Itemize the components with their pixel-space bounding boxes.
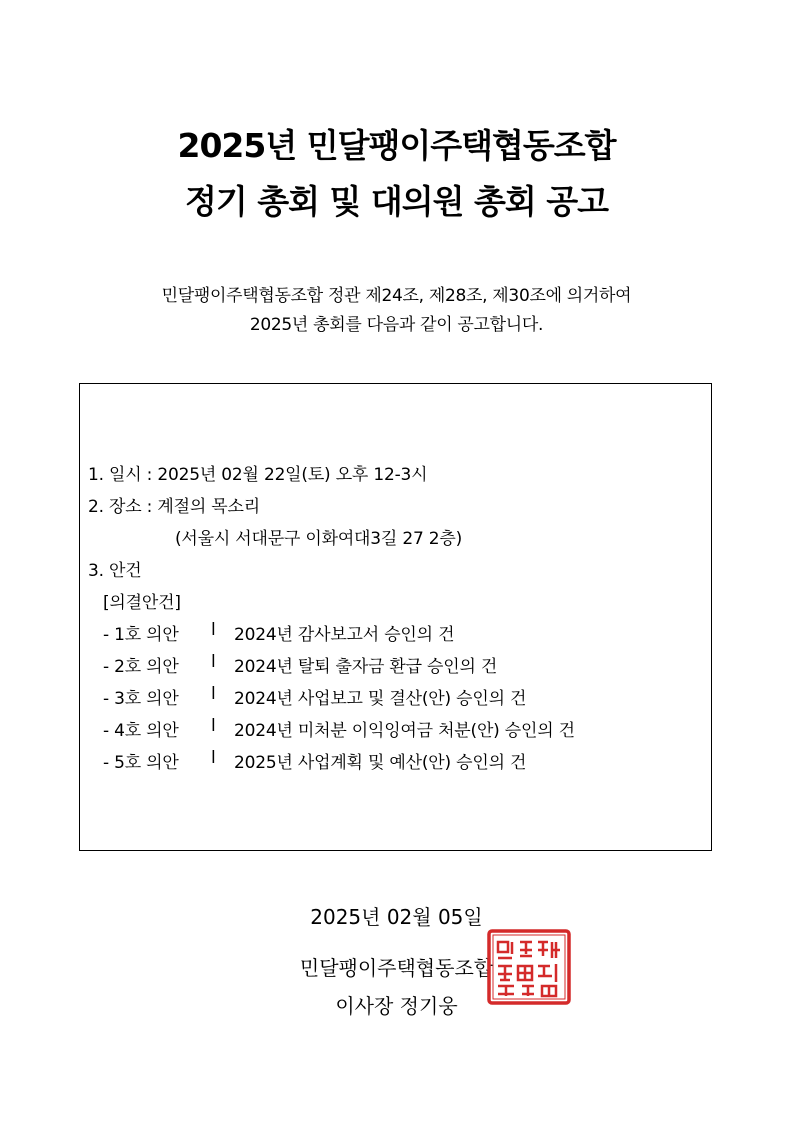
details-box xyxy=(79,383,712,851)
agenda-separator: l xyxy=(211,652,216,672)
date-line: 1. 일시 : 2025년 02월 22일(토) 오후 12-3시 xyxy=(88,465,428,485)
title-line-2: 정기 총회 및 대의원 총회 공고 xyxy=(185,182,608,221)
agenda-separator: l xyxy=(211,716,216,736)
organization-name: 민달팽이주택협동조합 xyxy=(299,956,494,980)
agenda-item-description: 2024년 탈퇴 출자금 환급 승인의 건 xyxy=(234,657,498,677)
place-line: 2. 장소 : 계절의 목소리 xyxy=(88,497,260,517)
agenda-item xyxy=(103,684,703,708)
agenda-item-number: - 3호 의안 xyxy=(103,689,179,709)
agenda-item-description: 2024년 사업보고 및 결산(안) 승인의 건 xyxy=(234,689,527,709)
agenda-item-description: 2024년 미처분 이익잉여금 처분(안) 승인의 건 xyxy=(234,721,575,741)
notice-date: 2025년 02월 05일 xyxy=(310,905,483,929)
agenda-item xyxy=(103,620,703,644)
agenda-category: [의결안건] xyxy=(103,593,181,613)
agenda-item-number: - 5호 의안 xyxy=(103,753,179,773)
agenda-item xyxy=(103,748,703,772)
intro-line-2: 2025년 총회를 다음과 같이 공고합니다. xyxy=(249,315,544,335)
agenda-item-description: 2024년 감사보고서 승인의 건 xyxy=(234,625,455,645)
intro-line-1: 민달팽이주택협동조합 정관 제24조, 제28조, 제30조에 의거하여 xyxy=(161,286,632,306)
official-seal-icon xyxy=(486,928,572,1006)
agenda-separator: l xyxy=(211,748,216,768)
agenda-heading: 3. 안건 xyxy=(88,561,142,581)
signatory-name: 이사장 정기웅 xyxy=(335,994,458,1018)
intro-paragraph xyxy=(0,282,793,340)
agenda-item xyxy=(103,652,703,676)
title-line-1: 2025년 민달팽이주택협동조합 xyxy=(177,126,616,165)
agenda-item-number: - 2호 의안 xyxy=(103,657,179,677)
agenda-separator: l xyxy=(211,684,216,704)
agenda-item xyxy=(103,716,703,740)
agenda-item-number: - 1호 의안 xyxy=(103,625,179,645)
address-line: (서울시 서대문구 이화여대3길 27 2층) xyxy=(175,529,463,549)
agenda-item-number: - 4호 의안 xyxy=(103,721,179,741)
agenda-item-description: 2025년 사업계획 및 예산(안) 승인의 건 xyxy=(234,753,527,773)
agenda-separator: l xyxy=(211,620,216,640)
